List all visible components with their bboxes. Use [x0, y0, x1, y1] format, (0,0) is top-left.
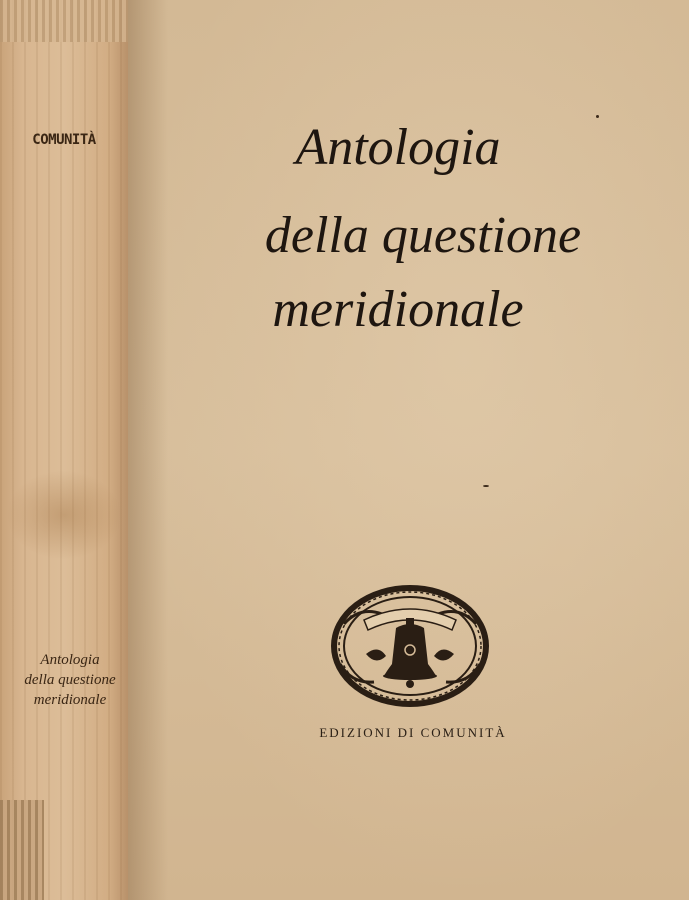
- paper-speck: [596, 115, 599, 118]
- cover-title-line-2: della questione: [264, 207, 582, 264]
- spine-title: [18, 650, 122, 710]
- cover-fold-shadow: [128, 0, 168, 900]
- spine-worn-top: [0, 0, 128, 42]
- cover-publisher: EDIZIONI DI COMUNITÀ: [319, 725, 507, 740]
- spine-title-line-2: della questione: [24, 672, 116, 688]
- paper-speck: [483, 485, 489, 487]
- cover-title-line-1: Antologia: [295, 119, 501, 176]
- spine-title-line-1: Antologia: [40, 652, 100, 668]
- cover-title-line-3: meridionale: [272, 281, 524, 338]
- spine-worn-bottom: [0, 800, 44, 900]
- bell-emblem-icon: [330, 584, 490, 708]
- book-spine: [0, 0, 130, 900]
- spine-stain: [6, 470, 122, 560]
- spine-publisher-label: COMUNITÀ: [32, 132, 96, 148]
- spine-title-line-3: meridionale: [33, 692, 107, 708]
- front-cover: [128, 0, 689, 900]
